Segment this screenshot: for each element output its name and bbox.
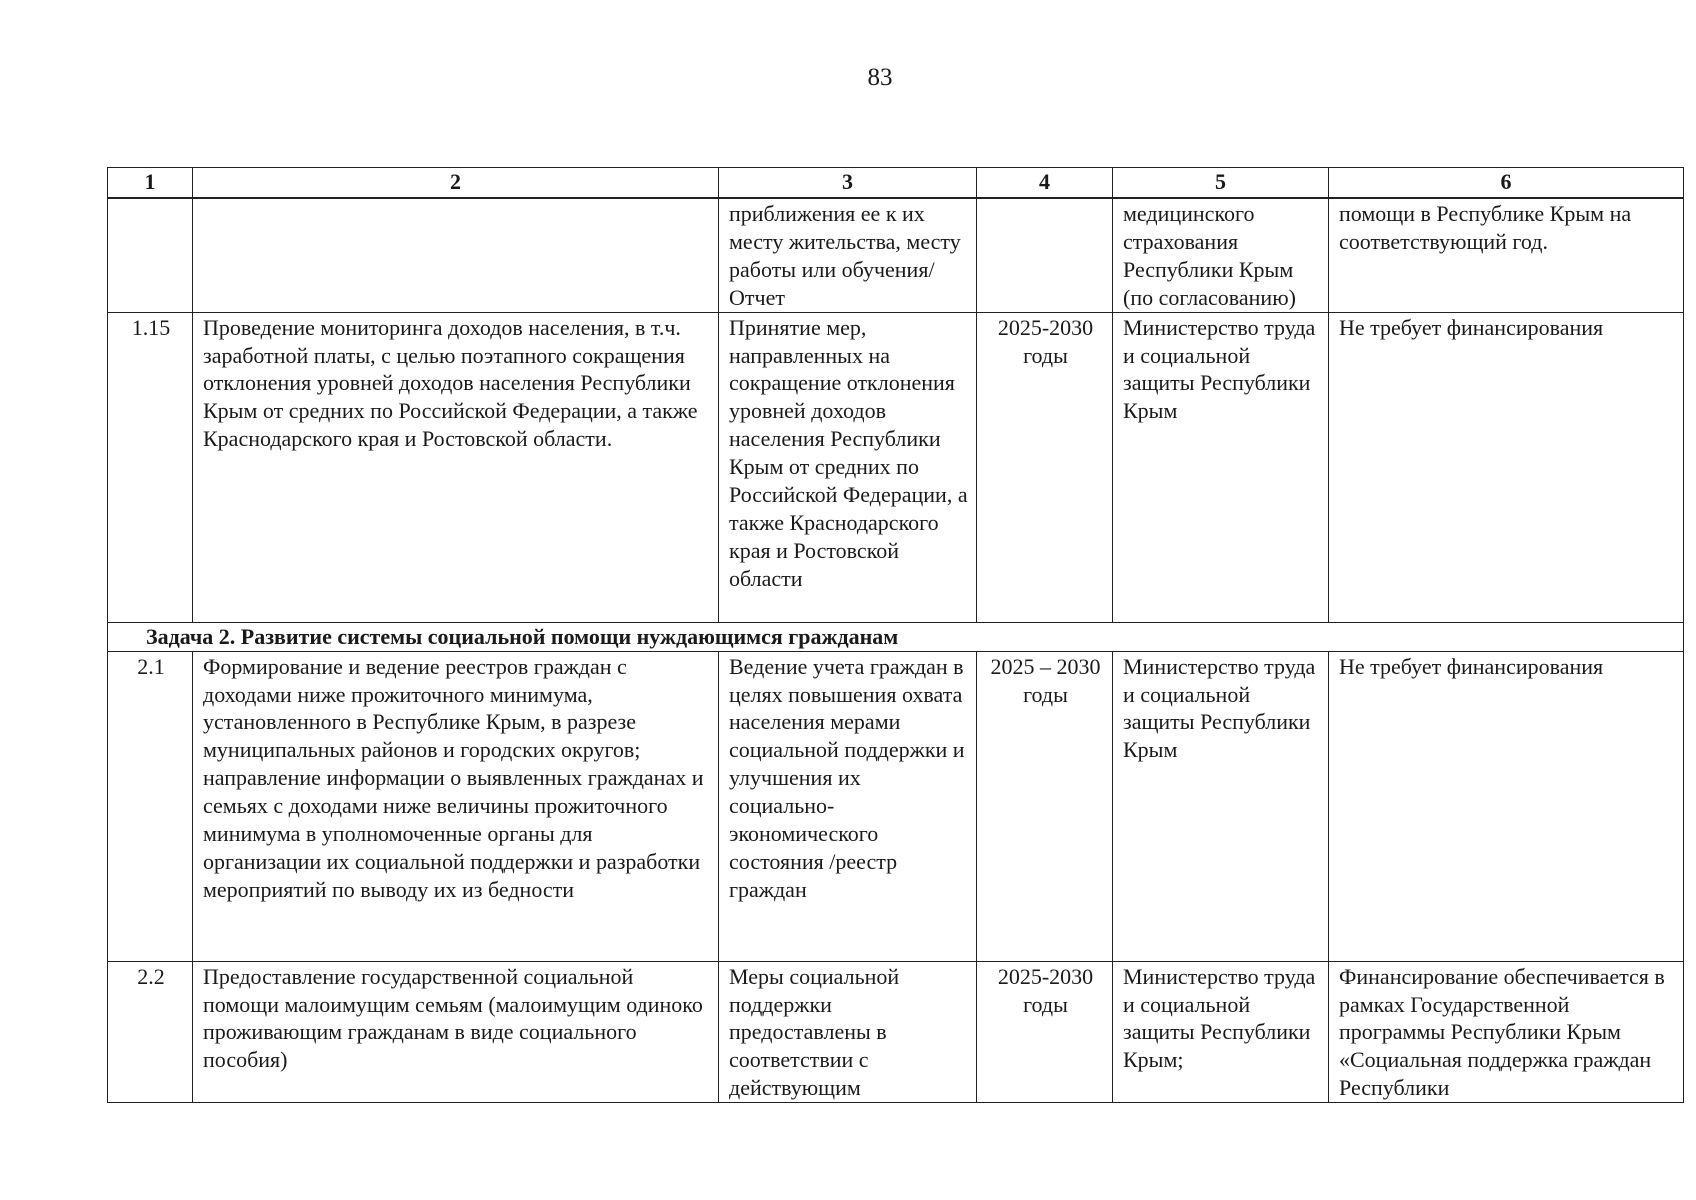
measures-table — [107, 167, 1684, 1103]
period-cell: 2025-2030 годы — [977, 961, 1113, 1103]
table-row-2-2 — [108, 961, 1684, 1103]
period-cell: 2025 – 2030 годы — [977, 651, 1113, 961]
column-number-row — [108, 168, 1684, 199]
result-cell: Ведение учета граждан в целях повышения охвата населения мерами социальной поддержки и улучшения их социально-экономического состояния /реестр граждан — [719, 651, 977, 961]
result-cell: приближения ее к их месту жительства, месту работы или обучения/ Отчет — [719, 198, 977, 312]
financing-cell: Не требует финансирования — [1329, 651, 1684, 961]
financing-cell: помощи в Республике Крым на соответствующий год. — [1329, 198, 1684, 312]
period-cell — [977, 198, 1113, 312]
executor-cell: Министерство труда и социальной защиты Республики Крым — [1113, 651, 1329, 961]
page-number: 83 — [867, 64, 893, 91]
row-number: 2.1 — [108, 651, 193, 961]
result-cell: Меры социальной поддержки предоставлены в соответствии с действующим — [719, 961, 977, 1103]
column-header: 3 — [719, 168, 977, 199]
column-header: 4 — [977, 168, 1113, 199]
activity-cell: Предоставление государственной социальной помощи малоимущим семьям (малоимущим одиноко проживающим гражданам в виде социального пособия) — [193, 961, 719, 1103]
activity-cell: Проведение мониторинга доходов населения, в т.ч. заработной платы, с целью поэтапного сокращения отклонения уровней доходов населения Республики Крым от средних по Российской Федерации, а также Краснодарского края и Ростовской области. — [193, 312, 719, 622]
executor-cell: Министерство труда и социальной защиты Республики Крым — [1113, 312, 1329, 622]
financing-cell: Не требует финансирования — [1329, 312, 1684, 622]
table-row-2-1 — [108, 651, 1684, 961]
task-2-heading-row — [108, 622, 1684, 651]
row-number: 2.2 — [108, 961, 193, 1103]
column-header: 2 — [193, 168, 719, 199]
activity-cell: Формирование и ведение реестров граждан с доходами ниже прожиточного минимума, установленного в Республике Крым, в разрезе муниципальных районов и городских округов; направление информации о выявленных гражданах и семьях с доходами ниже величины прожиточного минимума в уполномоченные органы для организации их социальной поддержки и разработки мероприятий по выводу их из бедности — [193, 651, 719, 961]
row-number: 1.15 — [108, 312, 193, 622]
table-row-continuation — [108, 198, 1684, 312]
financing-cell: Финансирование обеспечивается в рамках Государственной программы Республики Крым «Социальная поддержка граждан Республики — [1329, 961, 1684, 1103]
activity-cell — [193, 198, 719, 312]
period-cell: 2025-2030 годы — [977, 312, 1113, 622]
result-cell: Принятие мер, направленных на сокращение отклонения уровней доходов населения Республики Крым от средних по Российской Федерации, а также Краснодарского края и Ростовской области — [719, 312, 977, 622]
column-header: 5 — [1113, 168, 1329, 199]
executor-cell: медицинского страхования Республики Крым (по согласованию) — [1113, 198, 1329, 312]
row-number — [108, 198, 193, 312]
column-header: 6 — [1329, 168, 1684, 199]
executor-cell: Министерство труда и социальной защиты Республики Крым; — [1113, 961, 1329, 1103]
column-header: 1 — [108, 168, 193, 199]
table-row-1-15 — [108, 312, 1684, 622]
task-heading: Задача 2. Развитие системы социальной помощи нуждающимся гражданам — [108, 622, 1684, 651]
